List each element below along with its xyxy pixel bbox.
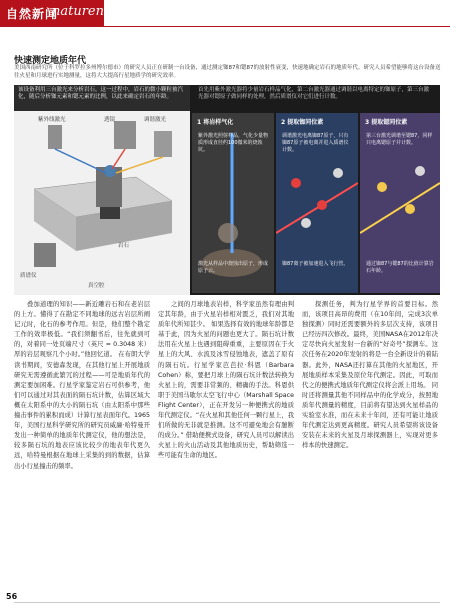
device-caption: 该设备利用三台激光来分析岩石。这一过程中，岩石的微小颗粒被汽化，随后分析铷元素和锶元素的比例，以此来确定岩石的年龄。	[14, 85, 190, 111]
page-header	[0, 0, 450, 40]
panel-3-bottom: 通过铷87与锶87的比值计算岩石年龄。	[366, 261, 434, 274]
panel-1-label: 1 将岩样气化	[197, 119, 234, 126]
label-tuned-laser: 调谐激光	[144, 117, 167, 123]
column-1-text: 叠加道理的知识——新近雕岩石和在老岩层的上方。懂得了在勘定不同地球的远古岩层所阐记元时，化石的参考作用。但是，他们整个勘定工作的效率极低。“我们须翻书后，往先就到可的，对着同一处页端尺寸（英尺 = 0.3048 米）厚的岩层观察几个小时。”他回忆道。 在布朗大学读书期间，安德森发现，在其他行星上开展地质研究无需遵循此繁冗的过程——可是地质年代的测定要加困难。行星学家鉴定岩石可供参考，他们可以通过对其表面的陨石坑计数，估算区域大概在太阳系中的大小的陨石坑（由太阳系中那些撞击事件的累积而成）计算行星表面年代。1965年，美国行星科学研究所的研究员威廉·哈特曼开发出一种简单的地质年代测定仪，他的想法是，较多陨石坑的地表应该比较少的地表年代更久远，哈特曼根据在地球上采集的到的数据，估算出小行星撞击的频率。	[14, 301, 150, 470]
device-drawing	[14, 111, 190, 295]
article-lead: 美国西南研究所（位于科罗拉多州博尔德市）的研究人员正在研制一台设备，通过测定铷87和锶87的放射性衰变，快速地确定岩石的地质年代。研究人员希望能够将这台设备送往火星和月球进行实地测量，这将大大提高行星地质学的研究效率。	[14, 65, 441, 79]
panel-2-label: 2 提取铷同位素	[281, 119, 324, 126]
label-uv-laser: 紫外线激光	[38, 117, 66, 123]
label-spectrometer: 质谱仪	[20, 273, 37, 279]
label-rock: 岩石	[118, 243, 130, 249]
label-vacuum: 真空腔	[88, 283, 105, 289]
footer-rule	[14, 602, 440, 603]
section-title: 自然新闻	[6, 7, 59, 21]
panel-vaporize	[192, 113, 274, 293]
panel-3-label: 3 提取锶同位素	[365, 119, 408, 126]
header-rule	[104, 26, 450, 27]
panel-1-bottom: 激光从样品中烧蚀出原子，形成原子云。	[198, 261, 269, 274]
page-number: 56	[6, 592, 18, 601]
article-title: 快速测定地质年代	[14, 56, 87, 66]
body-column-3	[302, 300, 438, 595]
panel-rubidium	[276, 113, 358, 293]
process-caption: 首先用紫外激光器将少量岩石样品气化，第二台激光器通过调谐以电离特定的铷原子，第三台激光器对锶原子做同样的处理，然后质谱仪对它们进行计数。	[198, 87, 430, 100]
body-column-1	[14, 300, 150, 595]
column-2-text: 之间的月球地表岩样，科学家虽然有理由判定其年龄，由于火星岩样相对匮乏，我们对其地质年代所知甚少。 如果选择有效的地球年龄都是基于此，因为火星的问题也更大了。陨石坑计数法用在火星上也遇到阻碍重重，主要原因在于火星上的大风、水流及冰雪侵蚀地表，遮盖了原有的陨石坑。行星学家芭芭拉·科恩（Barbara Cohen）称，要把月球上的陨石坑计数法转换为火星上的，需要非常频的、精确的手法。科恩供职于美国马歇尔太空飞行中心（Marshall Space Flight Center），正在开发另一种便携式的地质年代测定仪。“在火星和其他任何一颗行星上，我们所做的无非就是推测。这不可避免地会有臆断的成分。” 借助便携式设备，研究人员可以解读出火星上的火山活动及其他地质历史，帮助筛选一些可能有生命的地区。	[158, 301, 294, 460]
column-3-text: 探测任务，判为行星学界的首要目标。然而，该项目高昂的费用（在10年间，完成3次单独探测）同时还需要额外的多层次支持，该项目已经历四次修改。最终，美国NASA在2012年决定尽快向火星发射一台新的“好奇号”探测车。这次任务在2020年发射的将是一台全新设计的着陆器。此外，NASA还打算在其他的火星地区，开展地质样本采集及原位年代测定。因此，可取而代之的便携式地质年代测定仪将会派上用场。 同时还将测量其他不同样品中的化学成分，按照地质年代测量的精度，目前将有望达到火星样品的实验室水准，而在未来十年间，还有可能让地质年代测定达到更高精度。研究人员希望将该设备安装在未来的火星及月球探测器上，实现对更多样本的快速测定。	[302, 301, 438, 450]
body-column-2	[158, 300, 294, 595]
panel-3-text: 第三台激光调谐至锶87，同样只电离锶原子并计数。	[366, 133, 433, 146]
panel-2-bottom: 铷87离子被加速进入飞行管。	[282, 261, 349, 267]
brand-logo: naturenews	[52, 4, 130, 19]
panel-2-text: 调谐激光电离铷87原子，只有铷87原子被电离并进入质谱仪计数。	[282, 133, 349, 153]
device-illustration	[14, 85, 190, 295]
label-lens: 透镜	[104, 117, 116, 123]
panel-strontium	[360, 113, 440, 293]
section-banner	[0, 0, 130, 27]
panel-1-text: 紫外激光照射样品，气化少量物质形成直径约100微米的烧蚀坑。	[198, 133, 269, 153]
instrument-figure	[14, 85, 440, 295]
